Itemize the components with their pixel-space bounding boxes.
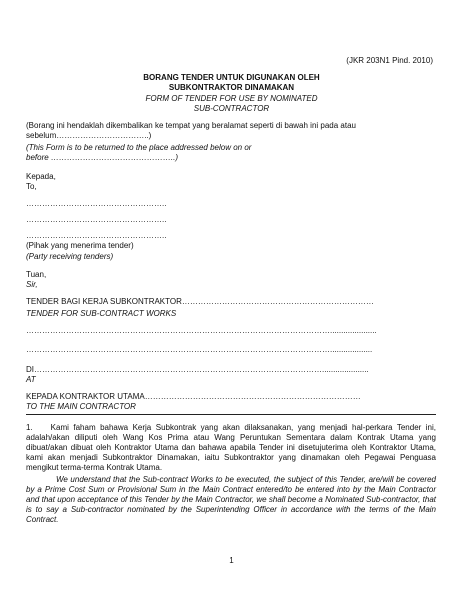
title-malay-line-2: SUBKONTRAKTOR DINAMAKAN <box>168 83 295 92</box>
address-line-2: …………………………………………….. <box>26 215 167 224</box>
address-line-1: …………………………………………….. <box>26 199 167 208</box>
main-contractor-label-malay: KEPADA KONTRAKTOR UTAMA……………………………………………………………………… <box>26 392 361 401</box>
return-note-malay-line-1: (Borang ini hendaklah dikembalikan ke tempat yang beralamat seperti di bawah ini pada atau <box>26 121 356 130</box>
title-english-line-1: FORM OF TENDER FOR USE BY NOMINATED <box>145 94 318 103</box>
main-contractor-label-english: TO THE MAIN CONTRACTOR <box>26 402 136 411</box>
tender-works-label-malay: TENDER BAGI KERJA SUBKONTRAKTOR……………………………………………………………… <box>26 297 374 306</box>
tender-works-label-english: TENDER FOR SUB-CONTRACT WORKS <box>26 309 177 318</box>
salutation-kepada: Kepada, <box>26 172 56 181</box>
greeting-sir: Sir, <box>26 280 38 289</box>
party-receiving-malay: (Pihak yang menerima tender) <box>26 241 134 250</box>
location-line-di: DI………………………………………………………………………………………………..................... <box>26 365 369 374</box>
return-note-malay-line-2: sebelum……………………………..) <box>26 131 152 140</box>
salutation-to: To, <box>26 182 37 191</box>
clause-1-number: 1. <box>26 423 33 432</box>
clause-1-malay-body: Tender ini, adalah/akan diliputi oleh Wang Kos Prima atau Wang Peruntukan Sementara dalam Kontrak Utama yang dibuat/akan dibuat oleh Kontraktor Utama dan bahawa apabila Tender ini disetujuterima oleh Kontraktor Utama, kami akan menjadi Subkontraktor Dinamakan, iaitu Subkontraktor yang dinamakan oleh Pegawai Penguasa mengikut terma-terma Kontrak Utama. <box>26 423 437 472</box>
title-english-line-2: SUB-CONTRACTOR <box>193 104 270 113</box>
clause-1-malay-first-line: Kami faham bahawa Kerja Subkontrak yang akan dilaksanakan, yang menjadi hal-perkara <box>50 423 393 432</box>
works-description-line-2: ……………………………………………………………………………………………………................... <box>26 345 373 354</box>
document-reference: (JKR 203N1 Pind. 2010) <box>346 56 433 65</box>
section-divider <box>26 414 436 415</box>
page-number: 1 <box>229 556 234 565</box>
title-malay-line-1: BORANG TENDER UNTUK DIGUNAKAN OLEH <box>143 73 320 82</box>
return-note-english-line-2: before ………………………………………..) <box>26 153 179 162</box>
clause-1-english: We understand that the Sub-contract Works to be executed, the subject of this Tender, are/will be covered by a Prime Cost Sum or Provisional Sum in the Main Contract entered/to be entered into by the Main Contractor and that upon acceptance of this Tender by the Main Contractor, we shall become a Nominated Sub-contractor, that is to say a Sub-contractor nominated by the Superintending Officer in accordance with the terms of the Main Contract. <box>26 475 436 524</box>
works-description-line-1: ……………………………………………………………………………………………………..................... <box>26 326 377 335</box>
return-note-english-line-1: (This Form is to be returned to the place addressed below on or <box>26 143 252 152</box>
party-receiving-english: (Party receiving tenders) <box>26 252 114 261</box>
greeting-tuan: Tuan, <box>26 270 47 279</box>
location-label-at: AT <box>26 375 36 384</box>
address-line-3: …………………………………………….. <box>26 231 167 240</box>
clause-1-malay <box>26 423 436 473</box>
